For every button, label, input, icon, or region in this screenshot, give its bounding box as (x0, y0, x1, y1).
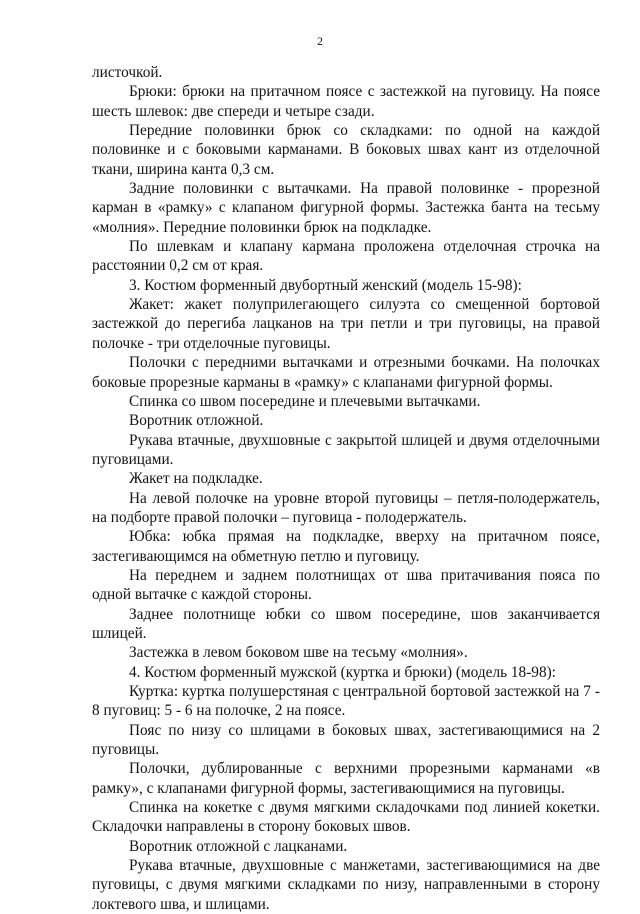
paragraph: Задние половинки с вытачками. На правой половинке - прорезной карман в «рамку» с клапаном фигурной формы. Застежка банта на тесьму «молния». Передние половинки брюк на подкладке. (92, 180, 600, 236)
paragraph: Передние половинки брюк со складками: по одной на каждой половинке и с боковыми карманами. В боковых швах кант из отделочной ткани, ширина канта 0,3 см. (92, 122, 600, 178)
paragraph: Воротник отложной. (129, 412, 264, 430)
document-body (92, 63, 600, 914)
paragraph: 3. Костюм форменный двубортный женский (модель 15-98): (129, 276, 522, 294)
paragraph: Рукава втачные, двухшовные с манжетами, застегивающимися на две пуговицы, с двумя мягкими складками по низу, направленными в сторону локтевого шва, и шлицами. (92, 857, 600, 913)
paragraph: Воротник отложной с лацканами. (129, 837, 348, 855)
paragraph: Жакет: жакет полуприлегающего силуэта со смещенной бортовой застежкой до перегиба лацканов на три петли и три пуговицы, на правой полочке - три отделочные пуговицы. (92, 296, 600, 352)
paragraph: Спинка на кокетке с двумя мягкими складочками под линией кокетки. Складочки направлены в сторону боковых швов. (92, 799, 600, 836)
paragraph: Спинка со швом посередине и плечевыми вытачками. (129, 392, 481, 410)
paragraph: На переднем и заднем полотнищах от шва притачивания пояса по одной вытачке с каждой стороны. (92, 566, 600, 604)
paragraph: Застежка в левом боковом шве на тесьму «молния». (129, 644, 468, 662)
paragraph: 4. Костюм форменный мужской (куртка и брюки) (модель 18-98): (129, 663, 556, 681)
paragraph: Юбка: юбка прямая на подкладке, вверху на притачном поясе, застегивающимся на обметную петлю и пуговицу. (92, 528, 600, 565)
page-number: 2 (317, 34, 323, 48)
paragraph: Заднее полотнище юбки со швом посередине, шов заканчивается шлицей. (92, 605, 600, 642)
paragraph: Жакет на подкладке. (129, 470, 263, 488)
paragraph: Брюки: брюки на притачном поясе с застежкой на пуговицу. На поясе шесть шлевок: две спереди и четыре сзади. (92, 83, 600, 120)
paragraph: Рукава втачные, двухшовные с закрытой шлицей и двумя отделочными пуговицами. (92, 431, 600, 468)
paragraph: листочкой. (92, 64, 163, 81)
paragraph: Пояс по низу со шлицами в боковых швах, застегивающимися на 2 пуговицы. (92, 721, 600, 759)
paragraph: Куртка: куртка полушерстяная с центральной бортовой застежкой на 7 - 8 пуговиц: 5 - 6 на полочке, 2 на поясе. (92, 683, 600, 720)
paragraph: По шлевкам и клапану кармана проложена отделочная строчка на расстоянии 0,2 см от края. (92, 238, 600, 275)
paragraph: Полочки с передними вытачками и отрезными бочками. На полочках боковые прорезные карманы в «рамку» с клапанами фигурной формы. (92, 354, 600, 391)
paragraph: Полочки, дублированные с верхними прорезными карманами «в рамку», с клапанами фигурной формы, застегивающимися на пуговицы. (92, 760, 600, 797)
paragraph: На левой полочке на уровне второй пуговицы – петля-полодержатель, на подборте правой полочки – пуговица - полодержатель. (92, 489, 600, 526)
